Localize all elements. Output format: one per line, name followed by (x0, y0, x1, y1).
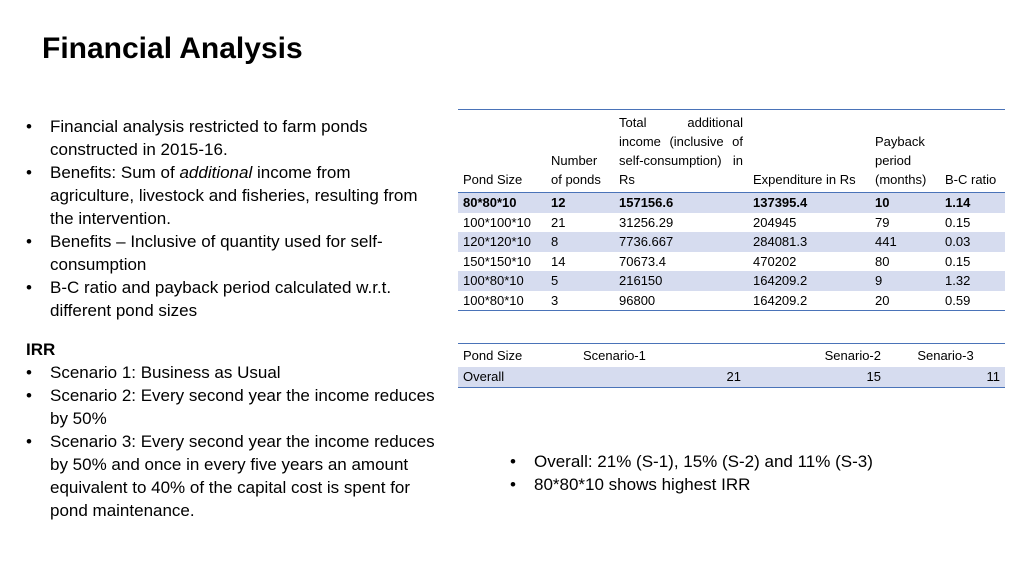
bullet-dot-icon: • (26, 117, 32, 136)
header-cell: Scenario-1 (578, 344, 746, 368)
scenario-item: • Scenario 1: Business as Usual (26, 363, 281, 382)
table-row: 100*80*10 3 96800 164209.2 20 0.59 (458, 291, 1005, 311)
table-row: 100*100*10 21 31256.29 204945 79 0.15 (463, 214, 971, 230)
bullet-dot-icon: • (26, 278, 32, 297)
header-cell: Expenditure in Rs (753, 172, 856, 187)
bullet-dot-icon: • (26, 232, 32, 251)
bullet-item: • Benefits – Inclusive of quantity used for self-consumption (26, 232, 383, 274)
header-cell: Total additional income (inclusive of self-consumption) in Rs (619, 115, 743, 187)
right-bullet-list (510, 450, 990, 496)
scenario-item: • Scenario 2: Every second year the income reduces by 50% (26, 386, 435, 428)
slide-title: Financial Analysis (42, 32, 303, 65)
header-cell: Pond Size (458, 344, 578, 368)
bullet-dot-icon: • (26, 386, 32, 405)
bullet-dot-icon: • (510, 475, 516, 494)
table-row: 120*120*10 8 7736.667 284081.3 441 0.03 (458, 232, 1005, 252)
table-header-row (458, 110, 1005, 193)
table-row: 100*80*10 5 216150 164209.2 9 1.32 (458, 271, 1005, 291)
scenario-item: • Scenario 3: Every second year the income reduces by 50% and once in every five years an amount equivalent to 40% of the capital cost is spent for pond maintenance. (26, 432, 435, 520)
irr-scenario-table (458, 343, 1005, 388)
bullet-item: • Benefits: Sum of additional income from agriculture, livestock and fisheries, resulting from the intervention. (26, 163, 418, 228)
table-row: 80*80*10 12 157156.6 137395.4 10 1.14 (458, 193, 1005, 213)
header-cell: Payback period (months) (875, 134, 927, 187)
bullet-dot-icon: • (26, 432, 32, 451)
bullet-dot-icon: • (26, 363, 32, 382)
emphasis-text: additional (179, 163, 253, 182)
bullet-item: • Financial analysis restricted to farm ponds constructed in 2015-16. (26, 117, 368, 159)
header-cell: Number of ponds (551, 153, 601, 187)
bullet-item: • Overall: 21% (S-1), 15% (S-2) and 11% (S-3) (510, 452, 873, 471)
irr-section (26, 338, 436, 522)
pond-financial-table (458, 109, 1005, 311)
bullet-item: • 80*80*10 shows highest IRR (510, 475, 751, 494)
header-cell: Senario-3 (886, 344, 1005, 368)
header-cell: Pond Size (463, 172, 523, 187)
left-bullet-list (26, 115, 426, 322)
bullet-dot-icon: • (26, 163, 32, 182)
irr-heading: IRR (26, 340, 56, 359)
bullet-dot-icon: • (510, 452, 516, 471)
bullet-item: • B-C ratio and payback period calculated w.r.t. different pond sizes (26, 278, 392, 320)
table-row: 150*150*10 14 70673.4 470202 80 0.15 (463, 253, 971, 269)
table-header-row (458, 344, 1005, 368)
header-cell: B-C ratio (945, 172, 997, 187)
table-row: Overall 21 15 11 (458, 367, 1005, 388)
header-cell: Senario-2 (746, 344, 886, 368)
